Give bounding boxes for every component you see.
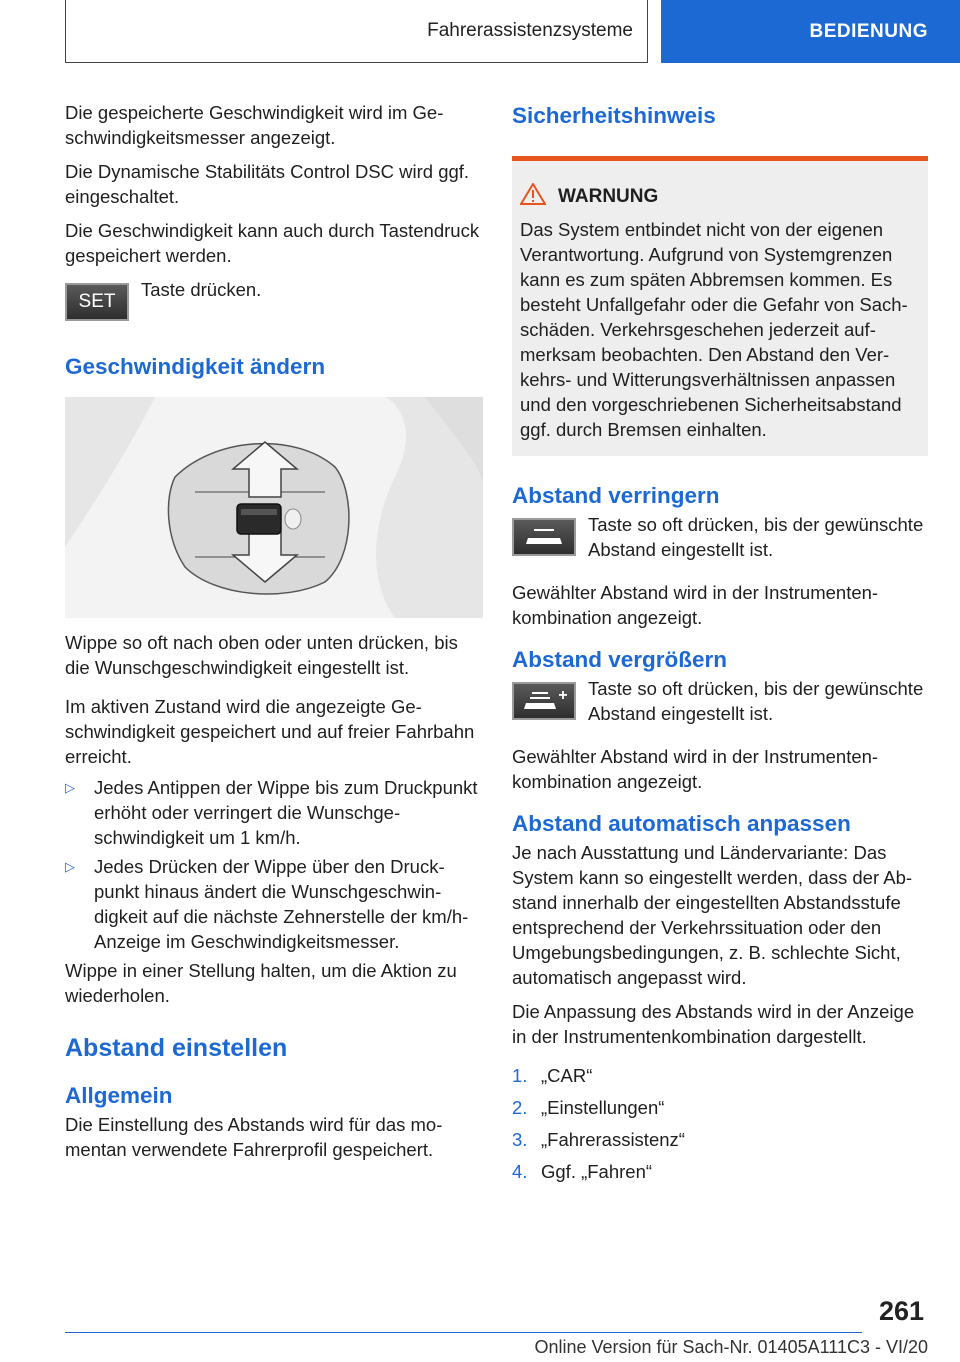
heading-speed-change: Geschwindigkeit ändern — [65, 354, 326, 379]
distance-increase-key-icon — [512, 682, 576, 720]
list-item — [512, 1127, 928, 1152]
list-text: „Fahrerassistenz“ — [541, 1129, 685, 1150]
intro-paragraph-2: Die Dynamische Stabilitäts Control DSC wird ggf. eingeschaltet. — [65, 161, 470, 207]
heading-increase-distance: Abstand vergrößern — [512, 647, 728, 672]
intro-paragraph-1: Die gespeicherte Geschwindigkeit wird im Geschwindigkeitsmesser angezeigt. — [65, 102, 444, 148]
warning-title — [520, 183, 920, 211]
distance-decrease-key-icon — [512, 518, 576, 556]
list-number: 3. — [512, 1129, 528, 1150]
speed-change-paragraph-2: Im aktiven Zustand wird die angezeigte Geschwindigkeit gespeichert und auf freier Fahrbahn erreicht. — [65, 696, 475, 767]
list-number: 1. — [512, 1065, 528, 1086]
steering-wheel-rocker-image — [65, 397, 483, 618]
list-text: Ggf. „Fahren“ — [541, 1161, 653, 1182]
chapter-tab-label: BEDIENUNG — [809, 20, 928, 42]
auto-distance-paragraph-2: Die Anpassung des Abstands wird in der Anzeige in der Instrumentenkombination dargestellt. — [512, 1001, 915, 1047]
bullet-text: Jedes Drücken der Wippe über den Druckpunkt hinaus ändert die Wunschgeschwindigkeit auf die nächste Zehnerstelle der km/h-Anzeige im Geschwindigkeitsmesser. — [94, 856, 469, 952]
chapter-tab — [661, 0, 960, 63]
warning-text: Das System entbindet nicht von der eigenen Verantwortung. Aufgrund von Systemgrenzen kann es zum späten Abbremsen kommen. Es besteht Unfallgefahr oder die Gefahr von Sachschäden. Verkehrsgeschehen jederzeit aufmerksam beobachten. Den Abstand den Verkehrs- und Witterungsverhältnissen anpassen und den vorgeschriebenen Sicherheitsabstand ggf. durch Bremsen einhalten. — [520, 219, 908, 440]
intro-paragraph-3: Die Geschwindigkeit kann auch durch Tastendruck gespeichert werden. — [65, 220, 480, 266]
heading-general: Allgemein — [65, 1083, 173, 1108]
footer-divider — [65, 1332, 862, 1333]
bullet-item — [65, 775, 483, 850]
section-header — [65, 0, 648, 63]
list-text: „Einstellungen“ — [541, 1097, 665, 1118]
bullet-triangle-icon: ▷ — [65, 859, 75, 874]
increase-key-text: Taste so oft drücken, bis der gewünschte Abstand eingestellt ist. — [588, 678, 924, 724]
decrease-text: Gewählter Abstand wird in der Instrumentenkombination angezeigt. — [512, 582, 879, 628]
decrease-key-row — [512, 512, 928, 562]
set-key-row — [65, 277, 483, 321]
section-title: Fahrerassistenzsysteme — [427, 20, 633, 41]
list-item — [512, 1095, 928, 1120]
warning-triangle-icon — [520, 183, 546, 211]
footer-version-text: Online Version für Sach-Nr. 01405A111C3 - VI/20 — [534, 1337, 928, 1357]
set-key-text: Taste drücken. — [141, 279, 262, 300]
bullet-text: Jedes Antippen der Wippe bis zum Druckpunkt erhöht oder verringert die Wunschgeschwindigkeit um 1 km/h. — [94, 777, 478, 848]
auto-distance-paragraph-1: Je nach Ausstattung und Ländervariante: Das System kann so eingestellt werden, dass der Abstand innerhalb der eingestellten Abstandsstufe entsprechend der Verkehrssituation oder den Umgebungsbedingungen, z. B. schlechte Sicht, automatisch angepasst wird. — [512, 842, 913, 988]
heading-distance-setting: Abstand einstellen — [65, 1034, 288, 1062]
warning-box — [512, 156, 928, 456]
page-number: 261 — [878, 1296, 924, 1326]
right-column — [512, 100, 928, 1191]
increase-text: Gewählter Abstand wird in der Instrumentenkombination angezeigt. — [512, 746, 879, 792]
speed-change-paragraph-1: Wippe so oft nach oben oder unten drücken, bis die Wunschgeschwindigkeit eingestellt ist. — [65, 632, 458, 678]
list-text: „CAR“ — [541, 1065, 593, 1086]
decrease-key-text: Taste so oft drücken, bis der gewünschte Abstand eingestellt ist. — [588, 514, 924, 560]
list-item — [512, 1063, 928, 1088]
left-column — [65, 100, 483, 1171]
list-item — [512, 1159, 928, 1184]
heading-decrease-distance: Abstand verringern — [512, 483, 720, 508]
bullet-item — [65, 854, 483, 954]
heading-auto-distance: Abstand automatisch anpassen — [512, 811, 851, 836]
increase-key-row — [512, 676, 928, 726]
distance-general-text: Die Einstellung des Abstands wird für das momentan verwendete Fahrerprofil gespeichert. — [65, 1114, 443, 1160]
warning-label: WARNUNG — [558, 186, 659, 207]
heading-safety: Sicherheitshinweis — [512, 103, 716, 128]
speed-change-paragraph-3: Wippe in einer Stellung halten, um die Aktion zu wiederholen. — [65, 960, 457, 1006]
bullet-triangle-icon: ▷ — [65, 780, 75, 795]
list-number: 4. — [512, 1161, 528, 1182]
set-key-icon: SET — [65, 283, 129, 321]
list-number: 2. — [512, 1097, 528, 1118]
